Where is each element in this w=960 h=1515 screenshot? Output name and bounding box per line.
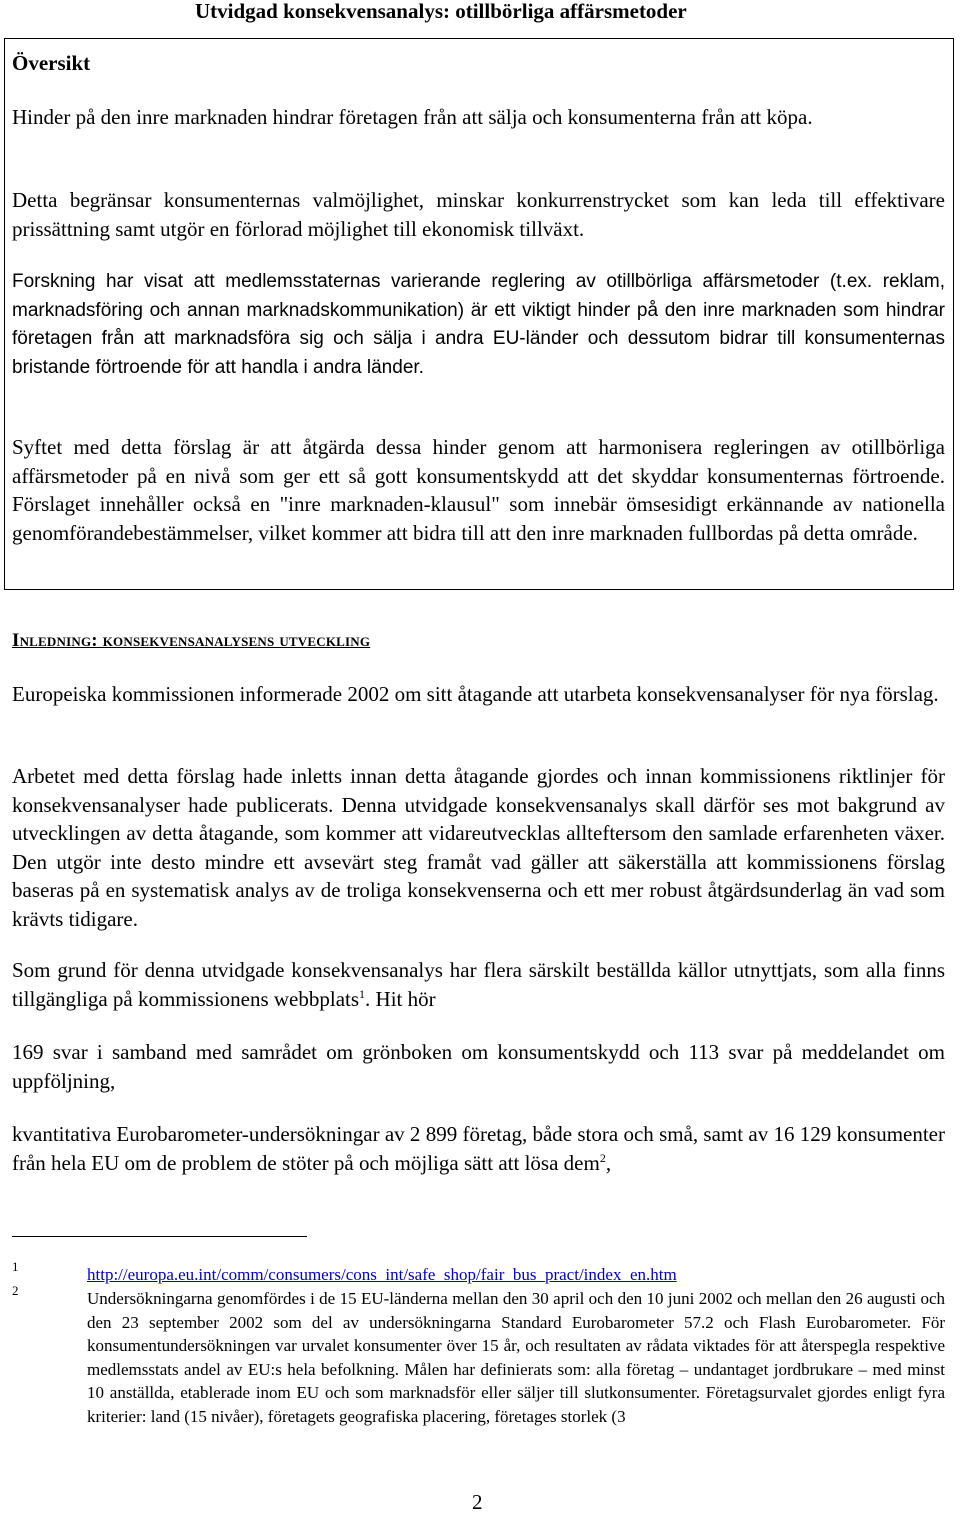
paragraph-text: . Hit hör [365, 986, 436, 1011]
paragraph-text: kvantitativa Eurobarometer-undersökningar av 2 899 företag, både stora och små, samt av 16 129 konsumenter från hela EU om de problem de stöter på och möjliga sätt att lösa dem [12, 1122, 945, 1175]
footnote-1-number: 1 [12, 1259, 19, 1274]
page-number: 2 [472, 1490, 483, 1514]
section-paragraph-5 [12, 1120, 945, 1177]
overview-paragraph-1: Hinder på den inre marknaden hindrar företagen från att sälja och konsumenterna från att köpa. [12, 105, 813, 129]
section-paragraph-4: 169 svar i samband med samrådet om grönboken om konsumentskydd och 113 svar på meddelandet om uppföljning, [12, 1040, 945, 1093]
footnote-separator [12, 1236, 307, 1237]
paragraph-text: Som grund för denna utvidgade konsekvensanalys har flera särskilt beställda källor utnyttjats, som alla finns tillgängliga på kommissionens webbplats [12, 958, 945, 1011]
document-title: Utvidgad konsekvensanalys: otillbörliga affärsmetoder [195, 0, 687, 23]
overview-label: Översikt [12, 51, 91, 75]
footnote-1-link[interactable]: http://europa.eu.int/comm/consumers/cons_int/safe_shop/fair_bus_pract/index_en.htm [87, 1265, 677, 1284]
section-paragraph-2: Arbetet med detta förslag hade inletts innan detta åtagande gjordes och innan kommissionens riktlinjer för konsekvensanalyser hade publicerats. Denna utvidgade konsekvensanalys skall därför ses mot bakgrund av utvecklingen av detta åtagande, som kommer att vidareutvecklas allteftersom den samlade erfarenheten växer. Den utgör inte desto mindre ett avsevärt steg framåt vad gäller att säkerställa att kommissionens förslag baseras på en systematisk analys av de troliga konsekvenserna och ett mer robust åtgärdsunderlag än vad som krävts tidigare. [12, 764, 945, 931]
footnote-ref-1[interactable]: 1 [359, 986, 366, 1001]
overview-paragraph-3: Forskning har visat att medlemsstaternas varierande reglering av otillbörliga affärsmetoder (t.ex. reklam, marknadsföring och annan marknadskommunikation) är ett viktigt hinder på den inre marknaden som hindrar företagen från att marknadsföra sig och sälja i andra EU-länder och dessutom bidrar till konsumenternas bristande förtroende för att handla i andra länder. [12, 271, 945, 378]
footnote-ref-2[interactable]: 2 [599, 1150, 606, 1165]
overview-paragraph-4: Syftet med detta förslag är att åtgärda dessa hinder genom att harmonisera regleringen av otillbörliga affärsmetoder på en nivå som ger ett så gott konsumentskydd att det skyddar konsumenternas förtroende. Förslaget innehåller också en "inre marknaden-klausul" som innebär ömsesidigt erkännande av nationella genomförandebestämmelser, vilket kommer att bidra till att den inre marknaden fullbordas på detta område. [12, 435, 945, 545]
section-paragraph-3 [12, 956, 945, 1013]
section-heading: Inledning: konsekvensanalysens utveckling [12, 630, 371, 651]
section-paragraph-1: Europeiska kommissionen informerade 2002 om sitt åtagande att utarbeta konsekvensanalyser för nya förslag. [12, 682, 939, 706]
paragraph-text: , [605, 1150, 612, 1175]
footnote-2-number: 2 [12, 1283, 19, 1298]
overview-paragraph-2: Detta begränsar konsumenternas valmöjlighet, minskar konkurrenstrycket som kan leda till effektivare prissättning samt utgör en förlorad möjlighet till ekonomisk tillväxt. [12, 188, 945, 241]
footnote-2-text: Undersökningarna genomfördes i de 15 EU-länderna mellan den 30 april och den 10 juni 2002 och mellan den 26 augusti och den 23 september 2002 som del av undersökningarna Standard Eurobarometer 57.2 och Flash Eurobarometer. För konsumentundersökningen var urvalet konsumenter över 15 år, och resultaten av rådata viktades för att återspegla respektive medlemsstats andel av EU:s hela befolkning. Målen har definierats som: alla företag – undantaget jordbrukare – med minst 10 anställda, etablerade inom EU och som marknadsför eller säljer till slutkonsumenter. Företagsurvalet gjordes enligt fyra kriterier: land (15 nivåer), företagets geografiska placering, företages storlek (3 [87, 1289, 945, 1426]
